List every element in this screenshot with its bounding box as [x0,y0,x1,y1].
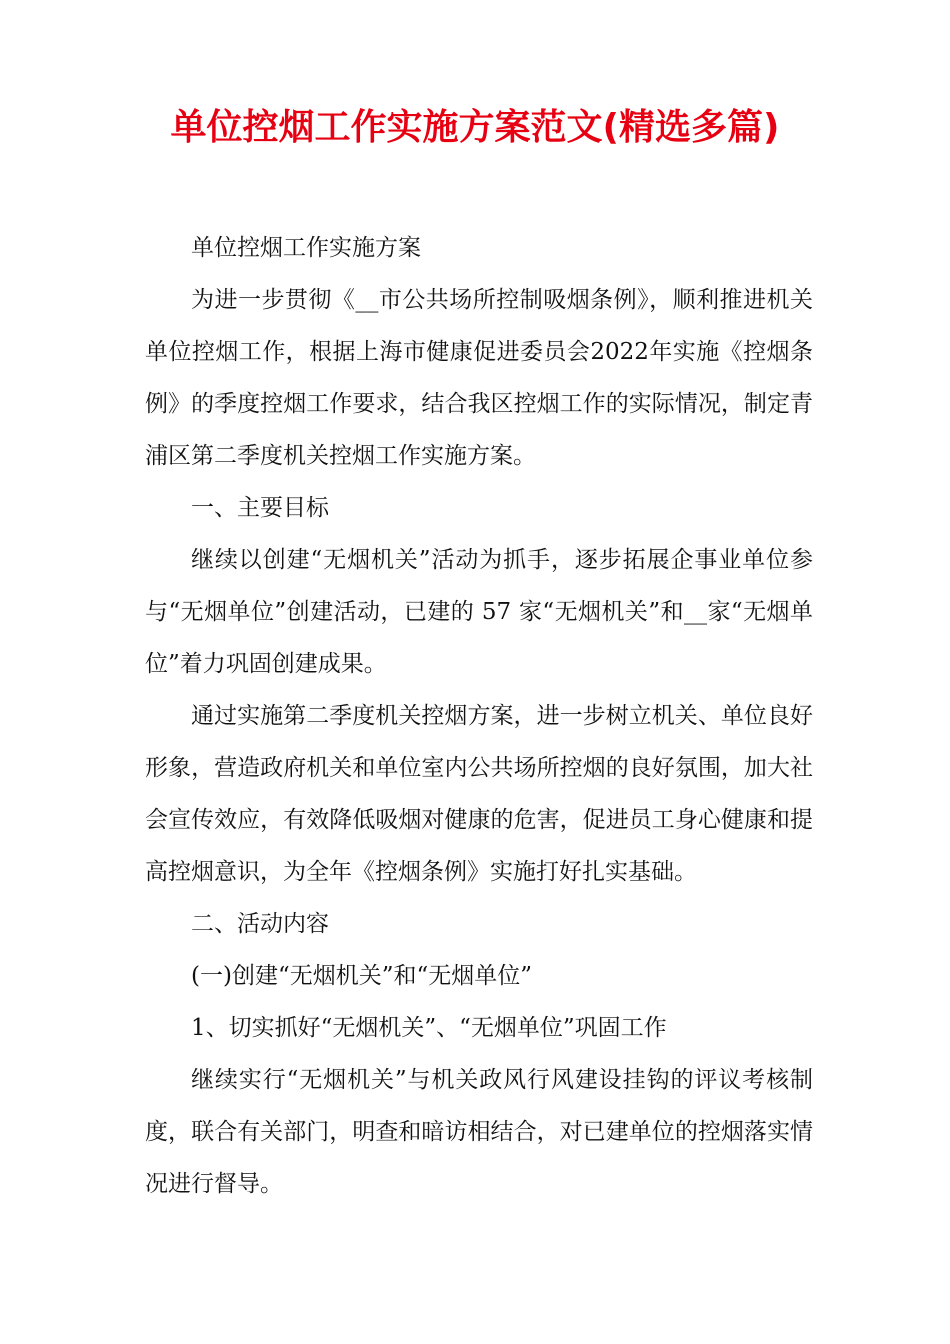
paragraph-goals: 继续以创建“无烟机关”活动为抓手，逐步拓展企事业单位参与“无烟单位”创建活动，已建的 57 家“无烟机关”和__家“无烟单位”着力巩固创建成果。 [145,547,813,677]
subheading-consolidate: 1、切实抓好“无烟机关”、“无烟单位”巩固工作 [191,1015,667,1041]
paragraph-purpose: 通过实施第二季度机关控烟方案，进一步树立机关、单位良好形象，营造政府机关和单位室内公共场所控烟的良好氛围，加大社会宣传效应，有效降低吸烟对健康的危害，促进员工身心健康和提高控烟意识，为全年《控烟条例》实施打好扎实基础。 [145,703,813,885]
document-title: 单位控烟工作实施方案范文(精选多篇) [170,107,780,148]
document-body [145,222,813,1210]
section-heading-goals: 一、主要目标 [191,495,329,521]
section-heading-activities: 二、活动内容 [191,911,329,937]
paragraph-assessment: 继续实行“无烟机关”与机关政风行风建设挂钩的评议考核制度，联合有关部门，明查和暗访相结合，对已建单位的控烟落实情况进行督导。 [145,1067,813,1197]
subheading-create: (一)创建“无烟机关”和“无烟单位” [191,963,532,989]
paragraph-intro: 为进一步贯彻《__市公共场所控制吸烟条例》，顺利推进机关单位控烟工作，根据上海市健康促进委员会2022年实施《控烟条例》的季度控烟工作要求，结合我区控烟工作的实际情况，制定青浦区第二季度机关控烟工作实施方案。 [145,287,813,469]
section-heading: 单位控烟工作实施方案 [191,235,421,261]
